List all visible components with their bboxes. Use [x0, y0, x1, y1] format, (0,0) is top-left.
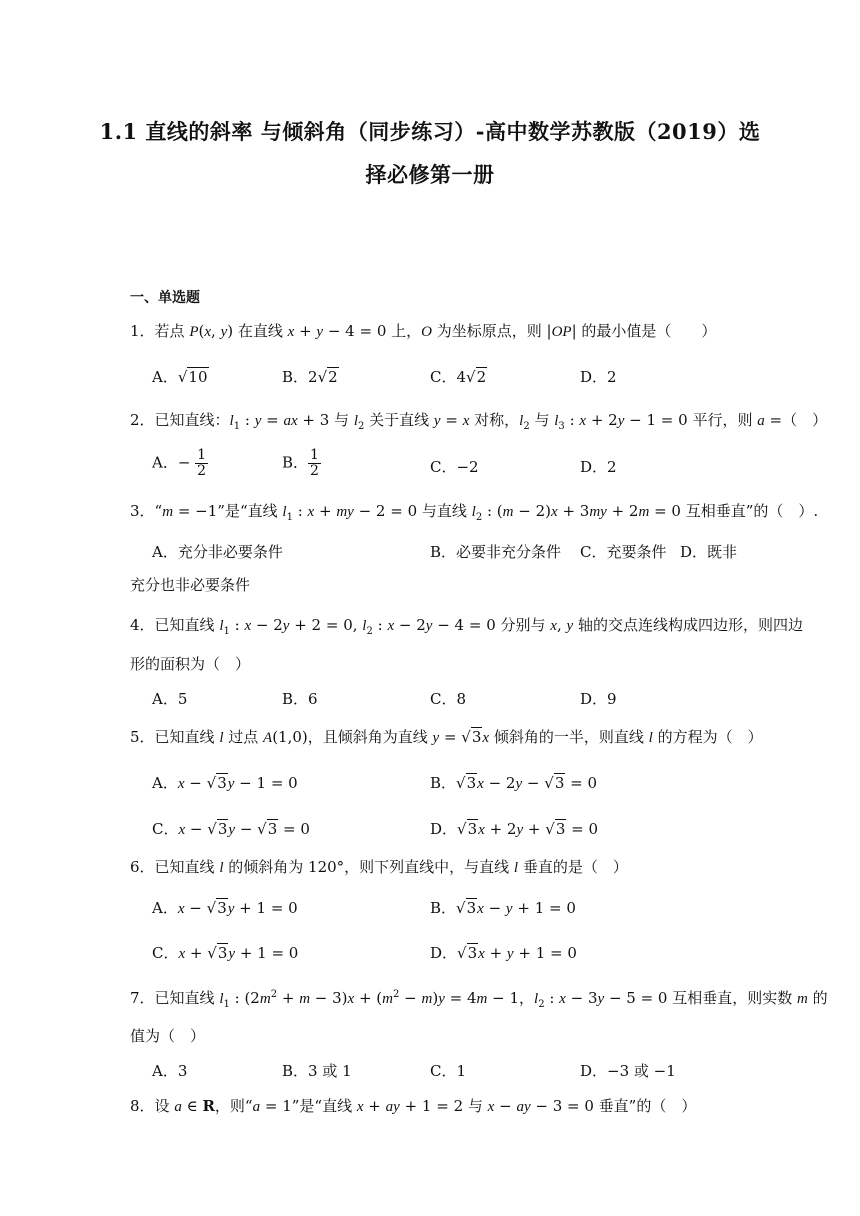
q2-option-d: D．2: [580, 458, 617, 476]
q3-option-d-part1: D．既非: [680, 543, 738, 561]
question-7-line2: 值为（ ）: [130, 1027, 206, 1045]
q2-option-c: C．−2: [430, 458, 479, 476]
question-4-line1: 4．已知直线 $l_1$ : x − 2y + 2 = 0, $l_2$ : x − 2y − 4 = 0 分别与 x, y 轴的交点连线构成四边形，则四边: [130, 616, 803, 637]
q5-option-a: A．x − √3y − 1 = 0: [152, 774, 298, 792]
q7-option-a: A．3: [152, 1062, 188, 1080]
q5-option-c: C．x − √3y − √3 = 0: [152, 820, 310, 838]
q3-option-a: A．充分非必要条件: [152, 543, 283, 561]
q2-option-b: B． $\frac{1}{2}$: [282, 447, 319, 479]
question-2: 2．已知直线：$l_1$ : y = ax + 3 与 $l_2$ 关于直线 y = x 对称，$l_2$ 与 $l_3$ : x + 2y − 1 = 0 平行，则 a =（ ）: [130, 411, 828, 432]
q1-option-b: B．2√2: [282, 368, 338, 386]
document-title-line-1: 1.1 直线的斜率 与倾斜角（同步练习）-高中数学苏教版（2019）选: [99, 119, 761, 144]
q5-option-d: D．√3x + 2y + √3 = 0: [430, 820, 599, 838]
q4-option-d: D．9: [580, 690, 617, 708]
q6-option-a: A．x − √3y + 1 = 0: [152, 899, 298, 917]
q3-option-b: B．必要非充分条件: [430, 543, 562, 561]
question-4-line2: 形的面积为（ ）: [130, 655, 251, 673]
q6-option-d: D．√3x + y + 1 = 0: [430, 944, 577, 962]
question-8: 8．设 a ∈ R，则“a = 1”是“直线 x + ay + 1 = 2 与 x − ay − 3 = 0 垂直”的（ ）: [130, 1097, 697, 1115]
q1-option-c: C．4√2: [430, 368, 487, 386]
q6-option-c: C．x + √3y + 1 = 0: [152, 944, 299, 962]
q3-option-d-part2: 充分也非必要条件: [130, 576, 251, 594]
question-5: 5．已知直线 l 过点 A(1,0)，且倾斜角为直线 y = √3x 倾斜角的一半，则直线 l 的方程为（ ）: [130, 728, 763, 746]
q5-option-b: B．√3x − 2y − √3 = 0: [430, 774, 598, 792]
q4-option-a: A．5: [152, 690, 188, 708]
q1-option-a: A．√10: [152, 368, 208, 386]
q7-option-b: B．3 或 1: [282, 1062, 352, 1080]
q7-option-c: C．1: [430, 1062, 467, 1080]
q3-option-c: C．充要条件: [580, 543, 667, 561]
q6-option-b: B．√3x − y + 1 = 0: [430, 899, 576, 917]
q4-option-b: B．6: [282, 690, 318, 708]
q2-option-a: A．− $\frac{1}{2}$: [152, 447, 207, 479]
q1-option-d: D．2: [580, 368, 617, 386]
section-heading: 一、单选题: [130, 290, 200, 306]
question-7-line1: 7．已知直线 $l_1$ : $(2m^2 + m - 3)x + (m^2 - m)y = 4m - 1$，$l_2$ : x − 3y − 5 = 0 互相垂直，则实数 m 的: [130, 989, 828, 1010]
question-6: 6．已知直线 l 的倾斜角为 120°，则下列直线中，与直线 l 垂直的是（ ）: [130, 858, 628, 876]
document-title-line-2: 择必修第一册: [365, 162, 495, 187]
q4-option-c: C．8: [430, 690, 467, 708]
q7-option-d: D．−3 或 −1: [580, 1062, 676, 1080]
question-1: 1．若点 P(x, y) 在直线 x + y − 4 = 0 上，O 为坐标原点，则 |OP| 的最小值是（ ）: [130, 322, 717, 340]
question-3: 3．“m = −1”是“直线 $l_1$ : x + my − 2 = 0 与直线 $l_2$ : (m − 2)x + 3my + 2m = 0 互相垂直”的（ ）.: [130, 502, 819, 523]
